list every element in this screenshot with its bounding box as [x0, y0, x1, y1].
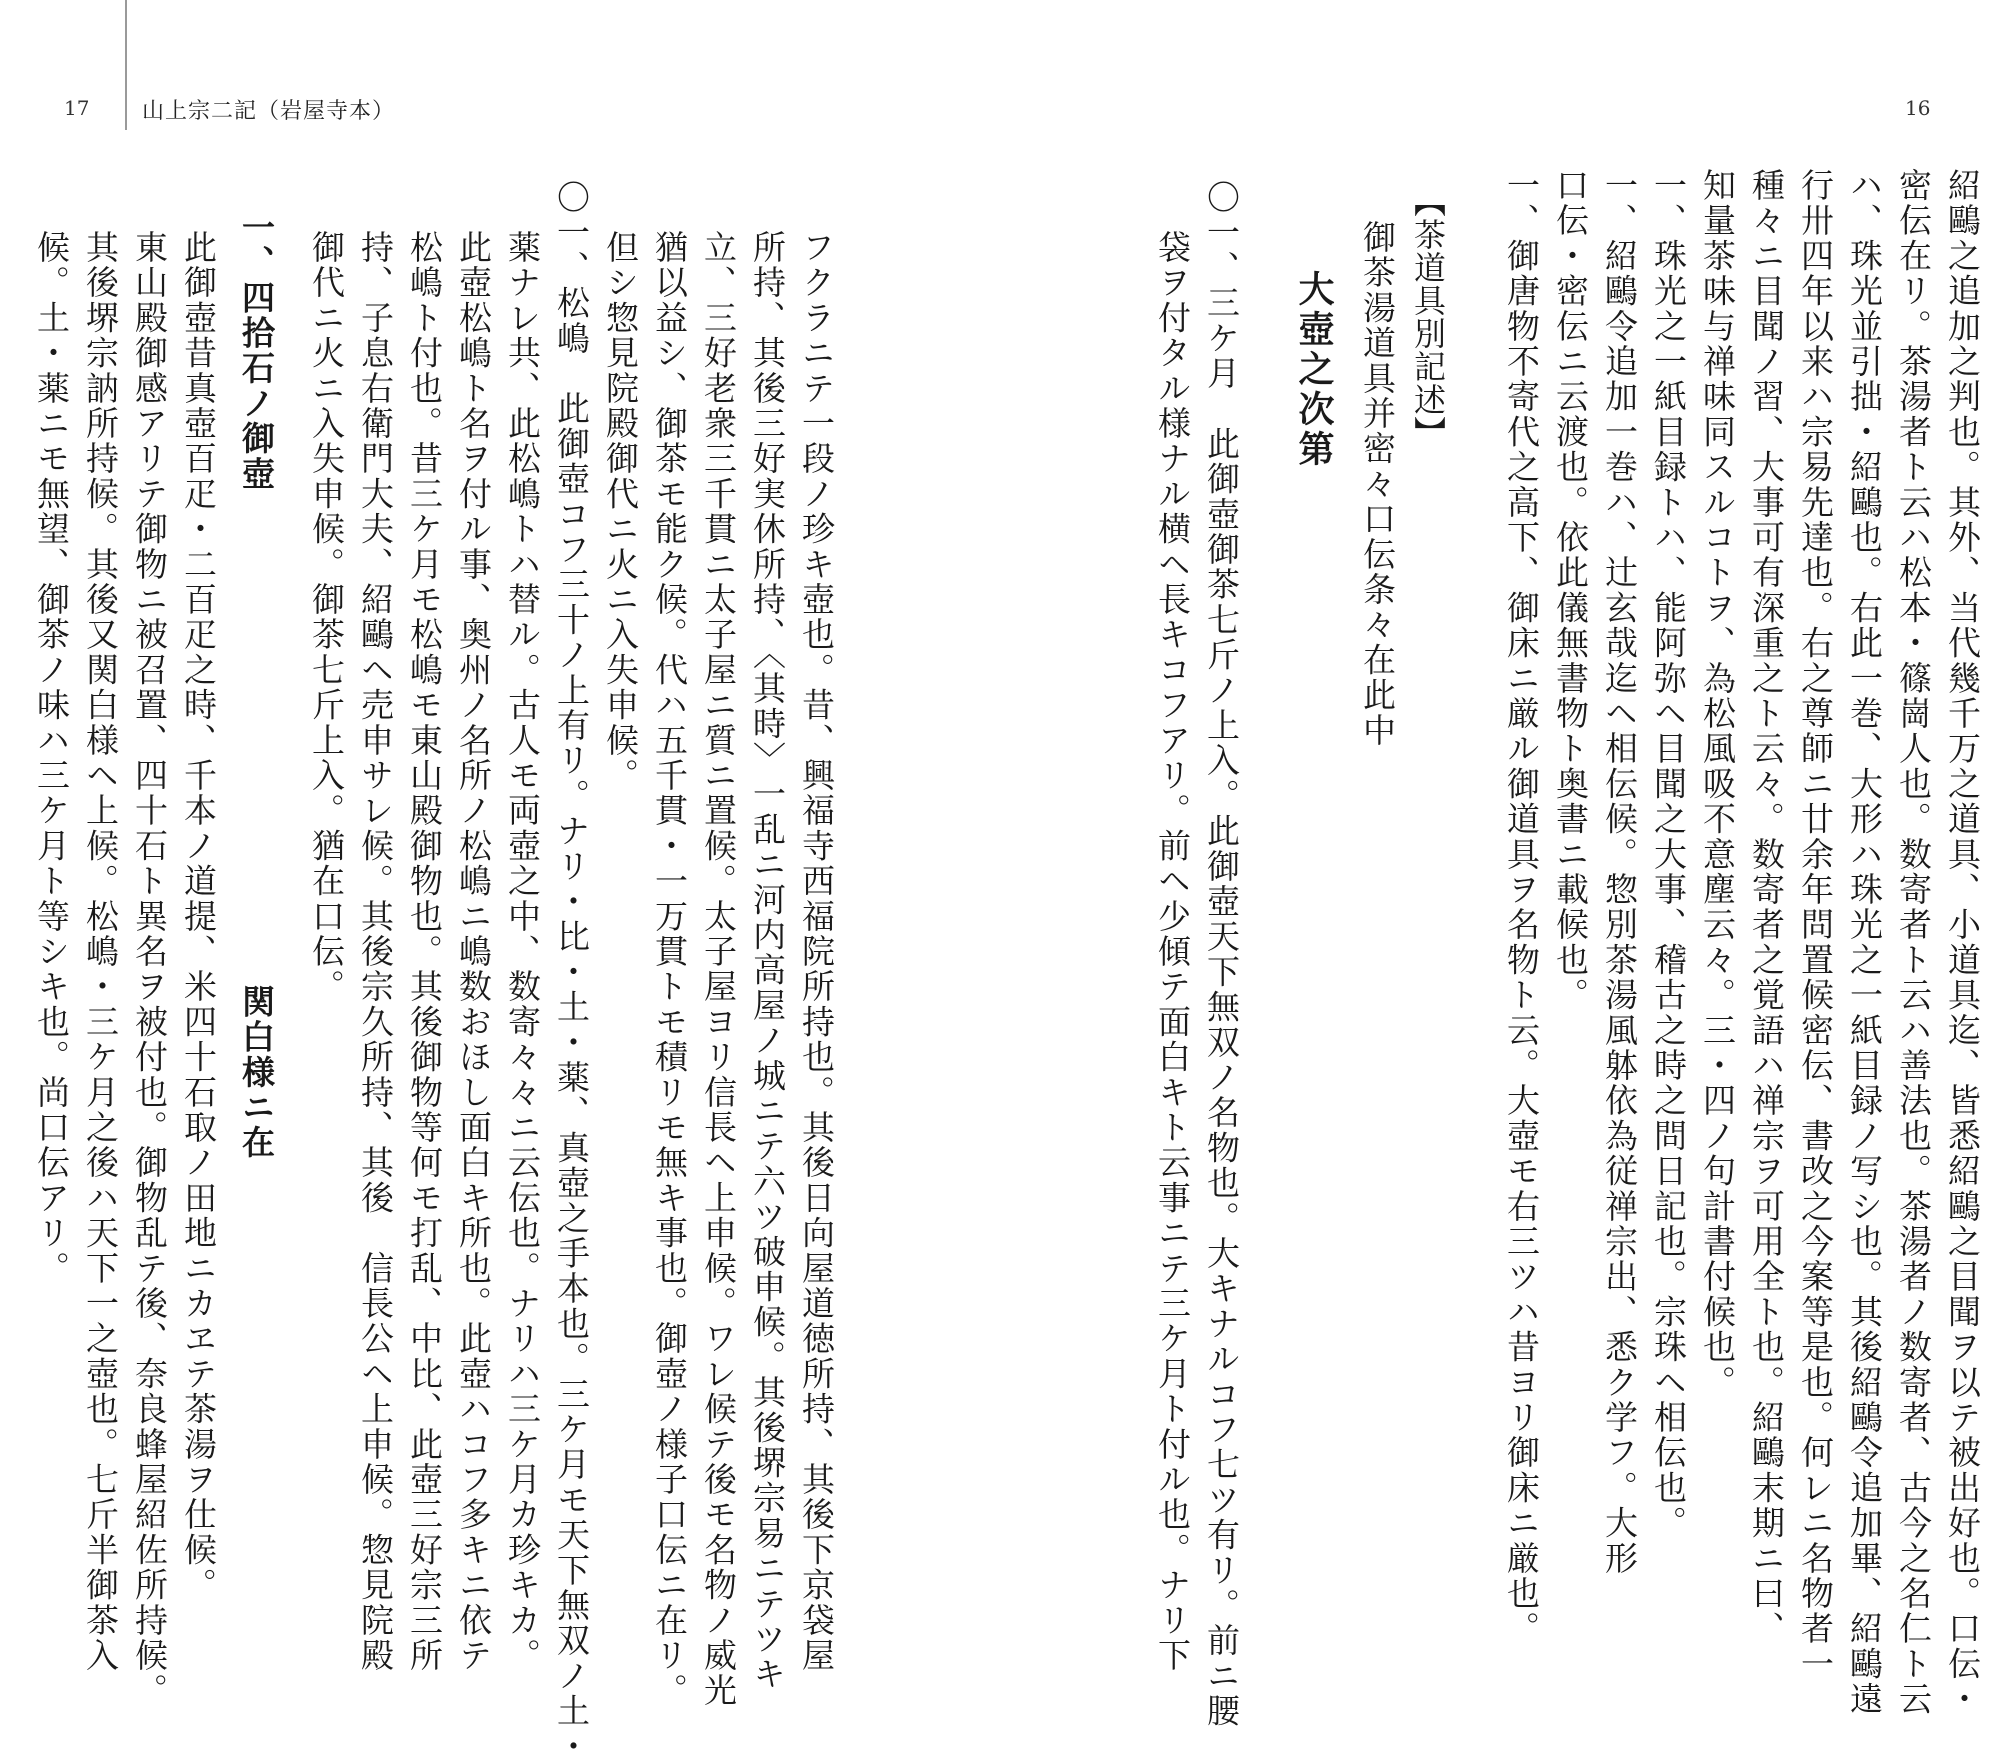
text-column: 猶以益シ、御茶モ能ク候。代ハ五千貫・一万貫トモ積リモ無キ事也。御壺ノ様子口伝ニ在リ。	[650, 230, 689, 1709]
chapter-heading: 大壺之次第	[1293, 270, 1335, 470]
text-column: 薬ナレ共、此松嶋トハ替ル。古人モ両壺之中、数寄々々ニ云伝也。ナリハ三ケ月カ珍キカ。	[503, 230, 542, 1674]
section-heading: 【茶道具別記述】	[1409, 185, 1447, 449]
text-column: 行卅四年以来ハ宗易先達也。右之尊師ニ廿余年問置候密伝、書改之今案等是也。何レニ名物者一	[1796, 168, 1835, 1682]
subsection-heading: 御茶湯道具并密々口伝条々在此中	[1358, 220, 1397, 748]
text-column: 此御壺昔真壺百疋・二百疋之時、千本ノ道提、米四十石取ノ田地ニカヱテ茶湯ヲ仕候。	[179, 230, 218, 1603]
text-column: 御代ニ火ニ入失申候。御茶七斤上入。猶在口伝。	[307, 230, 346, 1005]
text-column: 所持、其後三好実休所持、〈其時〉一乱ニ河内高屋ノ城ニテ六ツ破申候。其後堺宗易ニテツキ	[748, 230, 787, 1692]
text-column: 〇一、三ケ月 此御壺御茶七斤ノ上入。此御壺天下無双ノ名物也。大キナルコフ七ツ有リ。前ニ腰	[1202, 180, 1241, 1729]
page-divider	[125, 0, 127, 130]
text-column: 候。土・薬ニモ無望、御茶ノ味ハ三ケ月ト等シキ也。尚口伝アリ。	[32, 230, 71, 1286]
text-column: フクラニテ一段ノ珍キ壺也。昔、興福寺西福院所持也。其後日向屋道徳所持、其後下京袋屋	[797, 230, 836, 1674]
running-head: 山上宗二記（岩屋寺本）	[142, 99, 396, 124]
text-column: 其後堺宗訥所持候。其後又関白様ヘ上候。松嶋・三ケ月之後ハ天下一之壺也。七斤半御茶入	[81, 230, 120, 1674]
text-column: 〇一、松嶋 此御壺コフ三十ノ上有リ。ナリ・比・土・薬、真壺之手本也。三ケ月モ天下無双ノ土・	[552, 180, 591, 1764]
item-heading: 一、四拾石ノ御壺 関白様ニ在	[237, 210, 276, 1161]
text-column: 松嶋ト付也。昔三ケ月モ松嶋モ東山殿御物也。其後御物等何モ打乱、中比、此壺三好宗三所	[405, 230, 444, 1674]
text-column: 種々ニ目聞ノ習、大事可有深重之ト云々。数寄者之覚語ハ禅宗ヲ可用全ト也。紹鷗末期ニ曰、	[1747, 168, 1786, 1647]
left-page-number: 17	[64, 96, 90, 120]
text-column: 密伝在リ。茶湯者ト云ハ松本・篠崗人也。数寄者ト云ハ善法也。茶湯者ノ数寄者、古今之名仁ト云	[1894, 168, 1933, 1717]
text-column: ハ、珠光並引拙・紹鷗也。右此一巻、大形ハ珠光之一紙目録ノ写シ也。其後紹鷗令追加畢、紹鷗遠	[1845, 168, 1884, 1717]
text-column: 一、珠光之一紙目録トハ、能阿弥ヘ目聞之大事、稽古之時之問日記也。宗珠ヘ相伝也。	[1649, 168, 1688, 1541]
text-column: 一、紹鷗令追加一巻ハ、辻玄哉迄ヘ相伝候。惣別茶湯風躰依為従禅宗出、悉ク学フ。大形	[1600, 168, 1639, 1576]
text-column: 知量茶味与禅味同スルコトヲ、為松風吸不意塵云々。三・四ノ句計書付候也。	[1698, 168, 1737, 1400]
text-column: 口伝・密伝ニ云渡也。依此儀無書物ト奥書ニ載候也。	[1551, 168, 1590, 1013]
text-column: 持、子息右衛門大夫、紹鷗ヘ売申サレ候。其後宗久所持、其後 信長公ヘ上申候。惣見院殿	[356, 230, 395, 1674]
text-column: 但シ惣見院殿御代ニ火ニ入失申候。	[601, 230, 640, 794]
text-column: 一、御唐物不寄代之高下、御床ニ厳ル御道具ヲ名物ト云。大壺モ右三ツハ昔ヨリ御床ニ厳也。	[1502, 168, 1541, 1647]
text-column: 紹鷗之追加之判也。其外、当代幾千万之道具、小道具迄、皆悉紹鷗之目聞ヲ以テ被出好也。口伝・	[1943, 168, 1982, 1717]
right-page-number: 16	[1905, 96, 1931, 120]
text-column: 立、三好老衆三千貫ニ太子屋ニ質ニ置候。太子屋ヨリ信長ヘ上申候。ワレ候テ後モ名物ノ威光	[699, 230, 738, 1709]
text-column: 此壺松嶋ト名ヲ付ル事、奥州ノ名所ノ松嶋ニ嶋数おほし面白キ所也。此壺ハコフ多キニ依テ	[454, 230, 493, 1674]
text-column: 袋ヲ付タル様ナル横ヘ長キコフアリ。前ヘ少傾テ面白キト云事ニテ三ケ月ト付ル也。ナリ下	[1153, 230, 1192, 1674]
text-column: 東山殿御感アリテ御物ニ被召置、四十石ト異名ヲ被付也。御物乱テ後、奈良蜂屋紹佐所持候。	[130, 230, 169, 1709]
